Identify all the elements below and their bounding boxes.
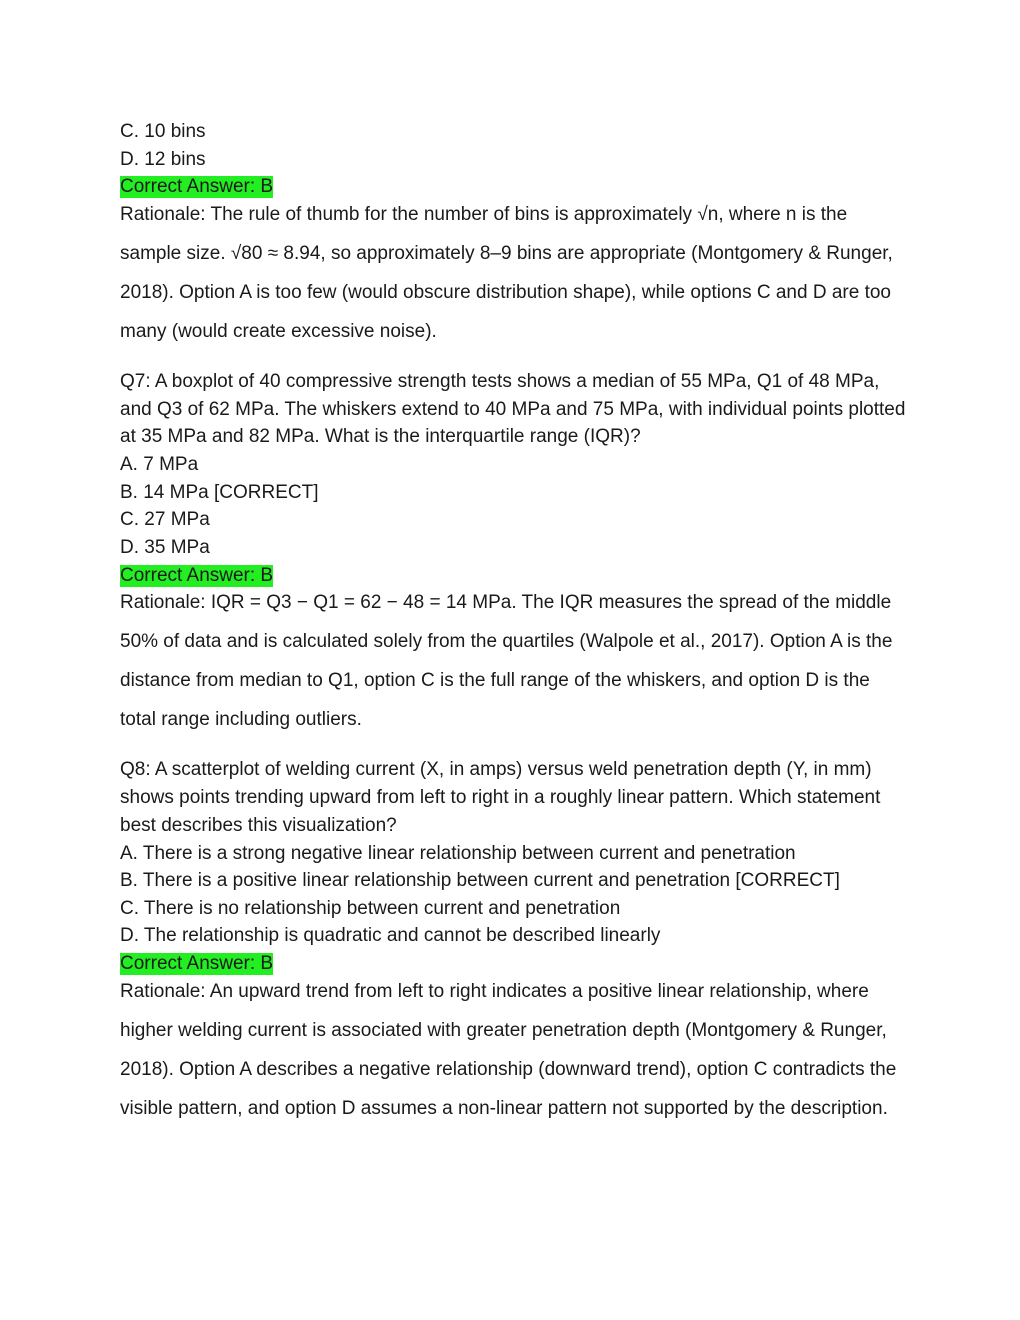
question-q7: Q7: A boxplot of 40 compressive strength tests shows a median of 55 MPa, Q1 of 48 MPa, and Q3 of 62 MPa. The whiskers extend to 40 MPa and 75 MPa, with individual points plotted at 35 MPa and 82 MPa. What is the interquartile range (IQR)? xyxy=(120,370,906,448)
option-b: B. There is a positive linear relationship between current and penetration [CORRECT] xyxy=(120,870,840,892)
option-a: A. There is a strong negative linear relationship between current and penetration xyxy=(120,842,796,864)
option-c: C. There is no relationship between current and penetration xyxy=(120,897,621,919)
option-d: D. 35 MPa xyxy=(120,536,210,558)
document-page xyxy=(120,118,910,1128)
rationale-text: Rationale: The rule of thumb for the number of bins is approximately √n, where n is the sample size. √80 ≈ 8.94, so approximately 8–9 bins are appropriate (Montgomery & Runger, 2018). Option A is too few (would obscure distribution shape), while options C and D are too many (would create excessive noise). xyxy=(120,203,893,342)
option-d: D. The relationship is quadratic and cannot be described linearly xyxy=(120,925,661,947)
option-b: B. 14 MPa [CORRECT] xyxy=(120,481,319,503)
option-d: D. 12 bins xyxy=(120,148,206,170)
option-a: A. 7 MPa xyxy=(120,454,199,476)
option-c: C. 27 MPa xyxy=(120,509,210,531)
question-q8: Q8: A scatterplot of welding current (X, in amps) versus weld penetration depth (Y, in mm) shows points trending upward from left to right in a roughly linear pattern. Which statement best describes this visualization? xyxy=(120,759,881,836)
section-gap xyxy=(120,739,910,756)
correct-answer-highlight: Correct Answer: B xyxy=(120,176,274,198)
rationale-text: Rationale: An upward trend from left to right indicates a positive linear relationship, where higher welding current is associated with greater penetration depth (Montgomery & Runger, 2018). Option A describes a negative relationship (downward trend), option C contradicts the visible pattern, and option D assumes a non-linear pattern not supported by the description. xyxy=(120,980,897,1119)
section-gap xyxy=(120,351,910,368)
rationale-text: Rationale: IQR = Q3 − Q1 = 62 − 48 = 14 MPa. The IQR measures the spread of the middle 50% of data and is calculated solely from the quartiles (Walpole et al., 2017). Option A is the distance from median to Q1, option C is the full range of the whiskers, and option D is the total range including outliers. xyxy=(120,592,893,731)
correct-answer-highlight: Correct Answer: B xyxy=(120,952,274,974)
option-c: C. 10 bins xyxy=(120,121,206,142)
correct-answer-highlight: Correct Answer: B xyxy=(120,564,274,586)
